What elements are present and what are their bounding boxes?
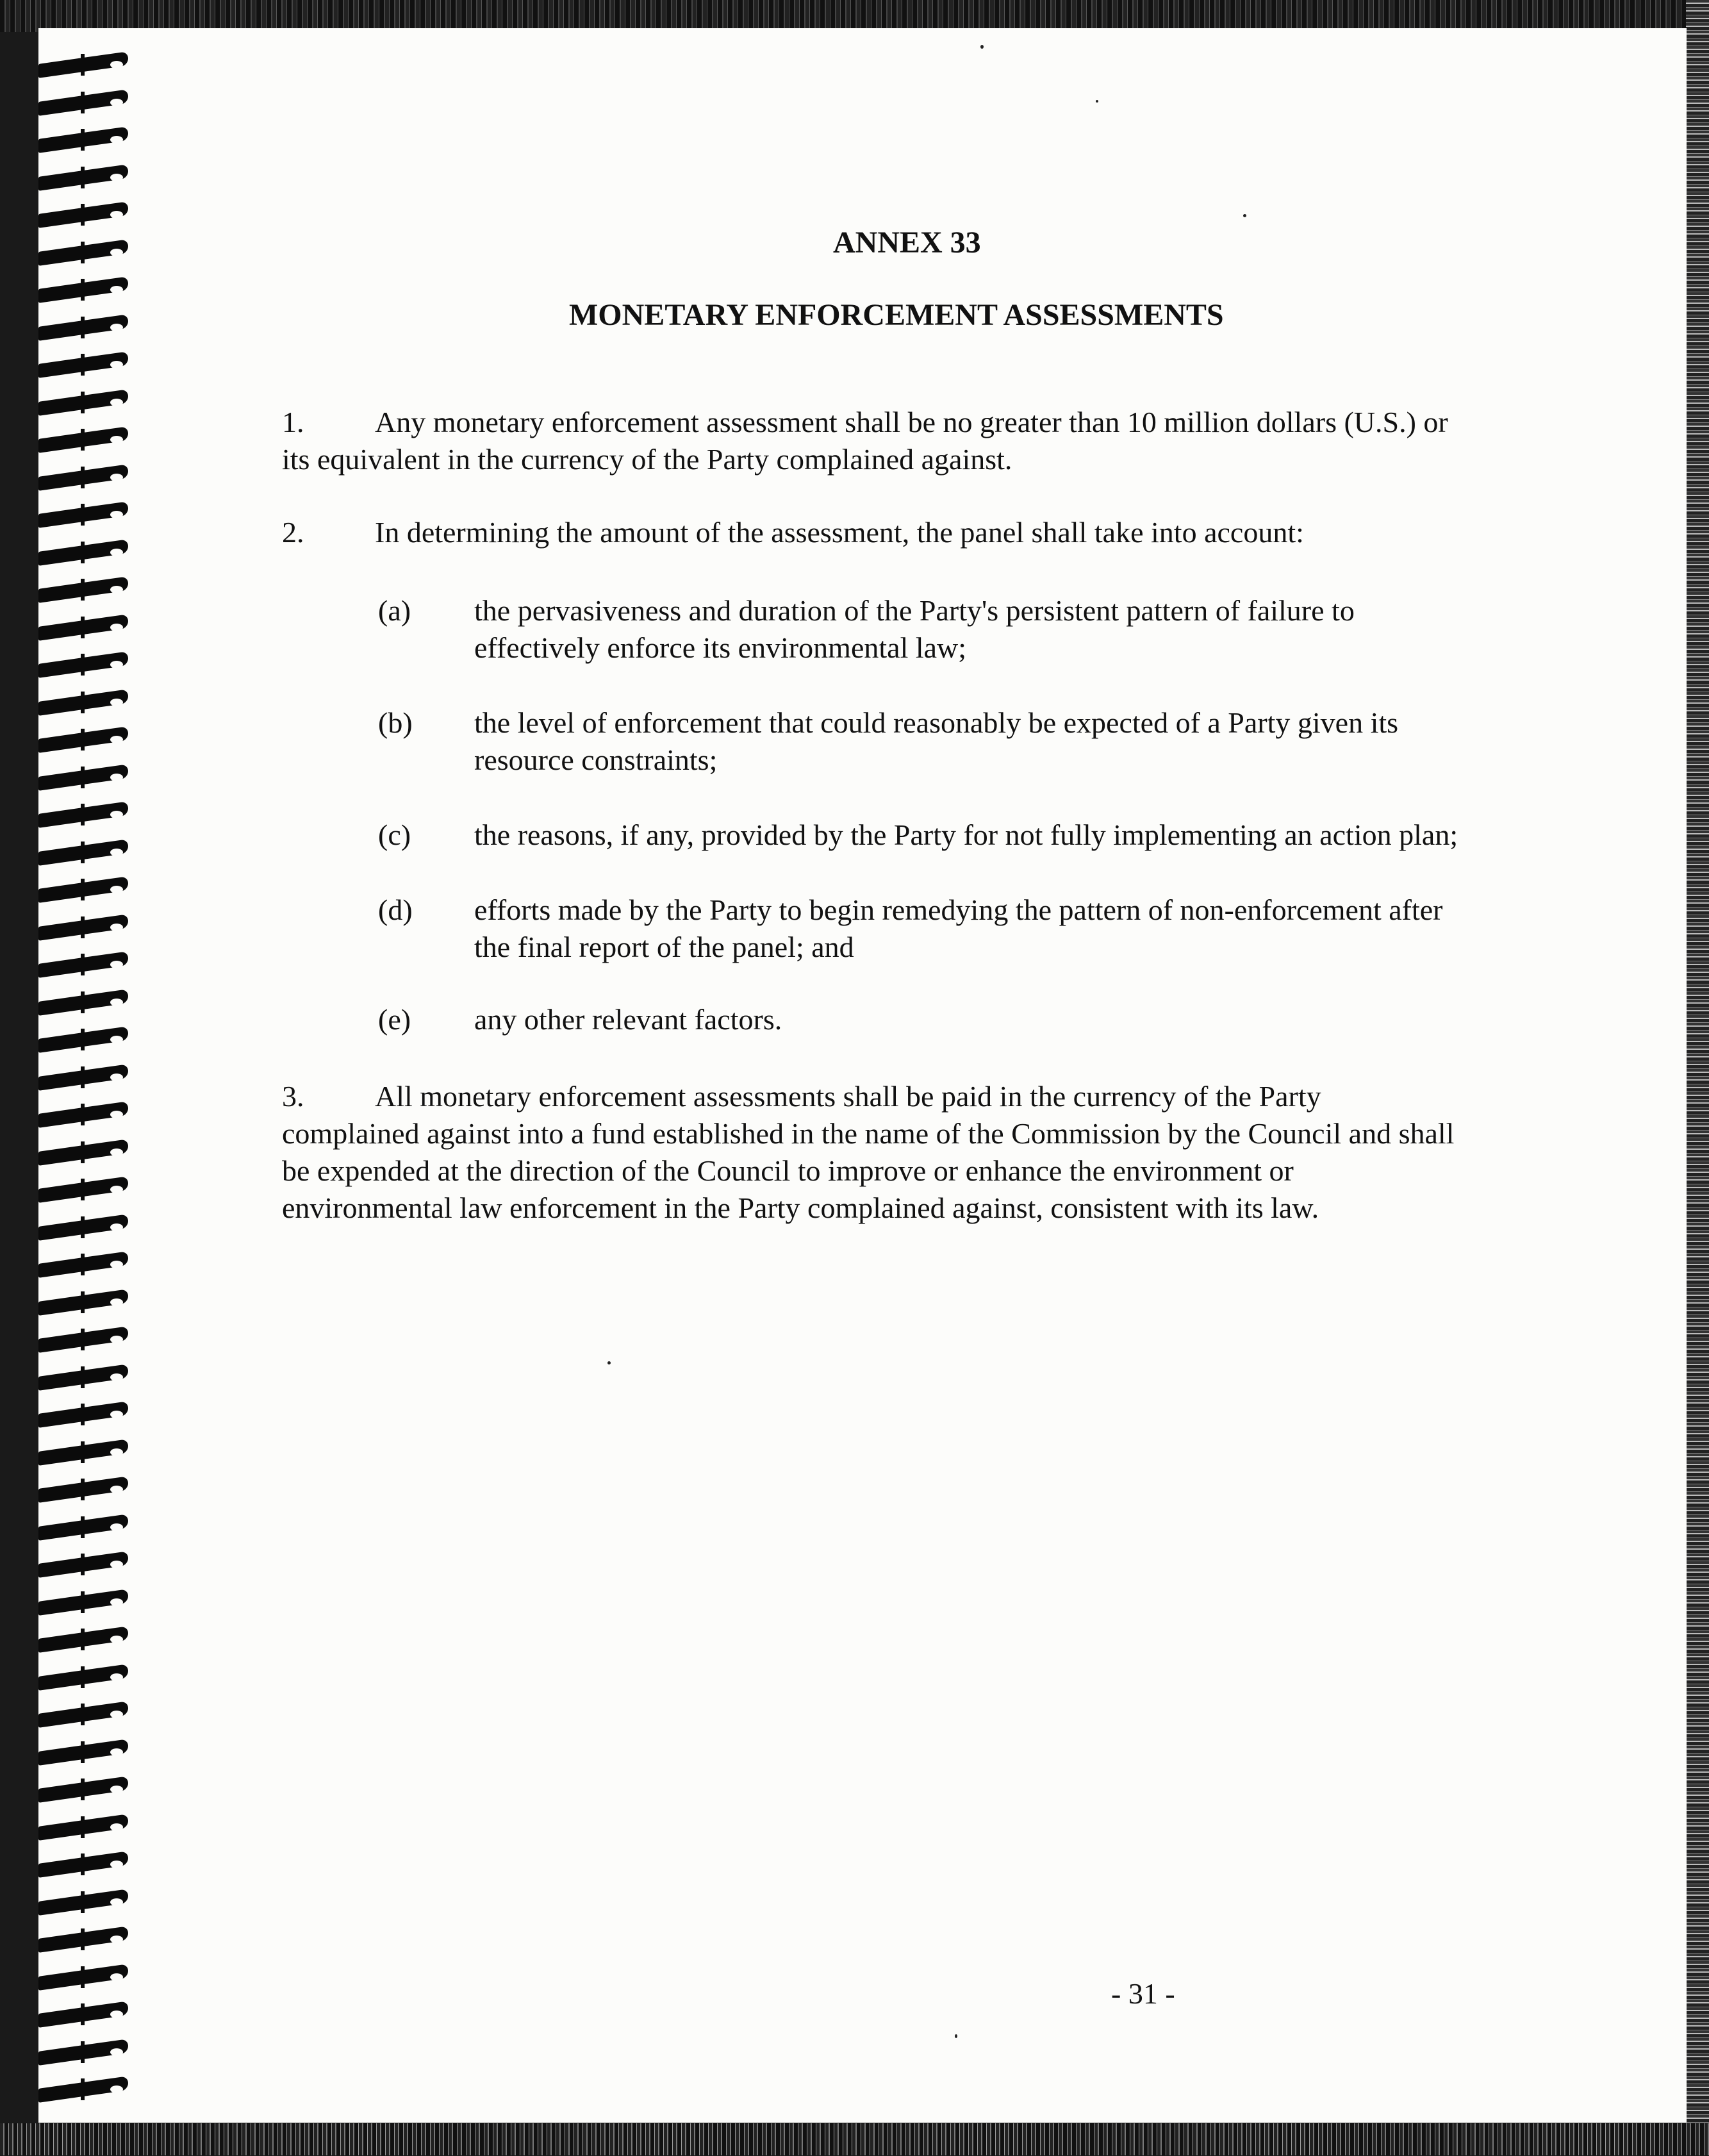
binding-coil bbox=[38, 279, 141, 301]
paragraph-2 bbox=[282, 514, 1551, 551]
binding-coil bbox=[38, 92, 141, 113]
binding-coil bbox=[38, 1254, 141, 1275]
annex-title: ANNEX 33 bbox=[833, 226, 981, 260]
paragraph-line: be expended at the direction of the Council to improve or enhance the environment or bbox=[282, 1154, 1294, 1187]
binding-coil bbox=[38, 467, 141, 488]
paragraph-number: 2. bbox=[282, 516, 304, 549]
paragraph-1 bbox=[282, 404, 1551, 478]
scan-speck bbox=[955, 2034, 957, 2038]
binding-coil bbox=[38, 1666, 141, 1688]
binding-coil bbox=[38, 617, 141, 638]
binding-coil bbox=[38, 167, 141, 188]
list-item-label: (b) bbox=[378, 706, 413, 739]
paragraph-line: In determining the amount of the assessment, the panel shall take into account: bbox=[375, 516, 1304, 549]
binding-coil bbox=[38, 579, 141, 601]
binding-coil bbox=[38, 242, 141, 263]
paragraph-number: 1. bbox=[282, 406, 304, 438]
binding-coil bbox=[38, 767, 141, 788]
list-item-line: the pervasiveness and duration of the Party's persistent pattern of failure to bbox=[474, 594, 1355, 627]
binding-coil bbox=[38, 54, 141, 76]
binding-coil bbox=[38, 991, 141, 1013]
binding-coil bbox=[38, 504, 141, 526]
binding-coil bbox=[38, 1554, 141, 1575]
binding-coil bbox=[38, 879, 141, 900]
binding-coil bbox=[38, 954, 141, 975]
binding-coil bbox=[38, 1629, 141, 1650]
paragraph-line: complained against into a fund established in the name of the Commission by the Council and shall bbox=[282, 1117, 1455, 1150]
paragraph-line: Any monetary enforcement assessment shall be no greater than 10 million dollars (U.S.) or bbox=[375, 406, 1448, 438]
binding-coil bbox=[38, 2003, 141, 2025]
binding-coil bbox=[38, 392, 141, 413]
binding-coil bbox=[38, 429, 141, 451]
list-item-label: (d) bbox=[378, 893, 413, 926]
binding-coil bbox=[38, 916, 141, 938]
binding-coil bbox=[38, 654, 141, 676]
spiral-binding bbox=[38, 54, 147, 2156]
list-item-line: any other relevant factors. bbox=[474, 1003, 782, 1036]
binding-coil bbox=[38, 1179, 141, 1200]
scan-speck bbox=[607, 1361, 611, 1364]
binding-coil bbox=[38, 1216, 141, 1238]
scan-speck bbox=[1243, 214, 1246, 217]
document-page bbox=[38, 28, 1687, 2123]
binding-coil bbox=[38, 1329, 141, 1350]
paragraph-3 bbox=[282, 1078, 1551, 1227]
binding-coil bbox=[38, 804, 141, 825]
binding-coil bbox=[38, 842, 141, 863]
binding-coil bbox=[38, 1928, 141, 1950]
binding-coil bbox=[38, 1591, 141, 1613]
binding-coil bbox=[38, 1516, 141, 1538]
binding-coil bbox=[38, 1704, 141, 1725]
list-item-line: efforts made by the Party to begin remedying the pattern of non-enforcement after bbox=[474, 893, 1443, 926]
binding-coil bbox=[38, 1853, 141, 1875]
list-item-label: (e) bbox=[378, 1003, 411, 1036]
paragraph-line: All monetary enforcement assessments shall be paid in the currency of the Party bbox=[375, 1080, 1321, 1113]
list-item-line: the reasons, if any, provided by the Party for not fully implementing an action plan; bbox=[474, 818, 1458, 851]
list-item-line: the level of enforcement that could reasonably be expected of a Party given its bbox=[474, 706, 1399, 739]
binding-coil bbox=[38, 2041, 141, 2063]
binding-coil bbox=[38, 1366, 141, 1388]
binding-coil bbox=[38, 1741, 141, 1763]
binding-coil bbox=[38, 1029, 141, 1050]
scan-speck bbox=[1096, 100, 1098, 103]
binding-coil bbox=[38, 354, 141, 376]
binding-coil bbox=[38, 317, 141, 338]
binding-coil bbox=[38, 1291, 141, 1313]
binding-coil bbox=[38, 204, 141, 226]
binding-coil bbox=[38, 692, 141, 713]
binding-coil bbox=[38, 1816, 141, 1838]
paragraph-number: 3. bbox=[282, 1080, 304, 1113]
list-item-label: (a) bbox=[378, 594, 411, 627]
binding-coil bbox=[38, 1141, 141, 1163]
binding-coil bbox=[38, 129, 141, 151]
paragraph-line: environmental law enforcement in the Party complained against, consistent with its law. bbox=[282, 1191, 1319, 1224]
binding-coil bbox=[38, 1479, 141, 1500]
binding-coil bbox=[38, 1104, 141, 1125]
binding-coil bbox=[38, 1441, 141, 1463]
binding-coil bbox=[38, 2078, 141, 2100]
list-item-line: resource constraints; bbox=[474, 743, 718, 776]
scan-edge-right bbox=[1686, 0, 1709, 2155]
scan-speck bbox=[980, 45, 984, 49]
binding-coil bbox=[38, 729, 141, 750]
scan-edge-bottom bbox=[0, 2123, 1709, 2155]
scan-edge-top bbox=[0, 0, 1709, 32]
list-item-line: the final report of the panel; and bbox=[474, 931, 854, 963]
binding-coil bbox=[38, 1891, 141, 1913]
binding-coil bbox=[38, 542, 141, 563]
list-item-label: (c) bbox=[378, 818, 411, 851]
binding-coil bbox=[38, 1779, 141, 1800]
page-number: - 31 - bbox=[1111, 1977, 1175, 2010]
paragraph-line: its equivalent in the currency of the Party complained against. bbox=[282, 443, 1012, 476]
list-item-line: effectively enforce its environmental law; bbox=[474, 631, 967, 664]
page-heading: MONETARY ENFORCEMENT ASSESSMENTS bbox=[569, 298, 1224, 332]
binding-coil bbox=[38, 1066, 141, 1088]
binding-coil bbox=[38, 1966, 141, 1988]
binding-coil bbox=[38, 1404, 141, 1425]
